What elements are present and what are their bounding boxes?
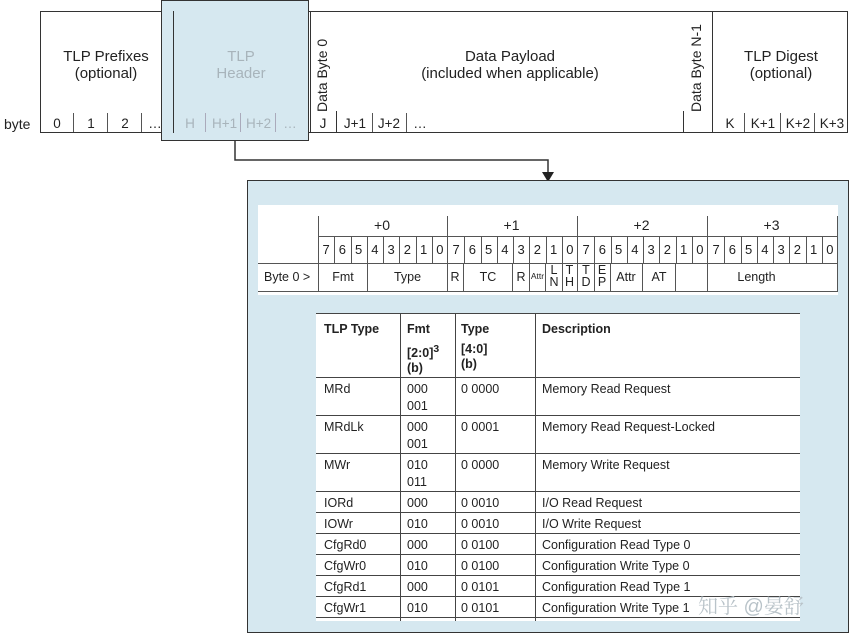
bit-sep	[789, 237, 790, 263]
cell-tlp-type: CfgRd1	[324, 580, 367, 594]
cell-type-code: 0 0100	[461, 538, 500, 552]
bit-sep	[611, 237, 612, 263]
field-th-a: T	[565, 263, 574, 277]
data-byte-n1-label: Data Byte N-1	[688, 24, 704, 112]
bit-number: 5	[615, 242, 623, 257]
col-description: Description	[542, 322, 611, 336]
col-fmt-range	[407, 344, 439, 360]
bit-number: 2	[793, 242, 801, 257]
digest-byte-k1: K+1	[750, 116, 776, 131]
payload-byte-j: J	[319, 116, 327, 131]
bit-number: 6	[598, 242, 606, 257]
bit-number: 0	[566, 242, 574, 257]
bit-number: 5	[485, 242, 493, 257]
field-ep	[594, 264, 610, 288]
bit-sep	[513, 237, 514, 263]
payload-title: Data Payload	[464, 48, 556, 65]
digest-sub: (optional)	[749, 65, 813, 82]
grid-h3	[258, 291, 838, 292]
byte-offset-2: +2	[633, 217, 650, 233]
table-top-rule	[316, 313, 800, 314]
cell-fmt: 011	[407, 475, 427, 489]
field-td-a: T	[582, 263, 590, 277]
cell-type-code: 0 0010	[461, 496, 500, 510]
bit-number: 5	[745, 242, 753, 257]
field-ln-b: N	[549, 275, 559, 289]
cell-tlp-type: IORd	[324, 496, 354, 510]
digest-byte-k2: K+2	[785, 116, 811, 131]
bit-sep	[383, 237, 384, 263]
cell-description: Memory Write Request	[542, 458, 670, 472]
connector-arrow	[0, 0, 851, 190]
bit-number: 2	[663, 242, 671, 257]
bit-sep	[757, 237, 758, 263]
byte-label: byte	[4, 116, 31, 132]
bit-sep	[822, 237, 823, 263]
bit-sep	[659, 237, 660, 263]
bit-sep	[627, 237, 628, 263]
cell-tlp-type: MWr	[324, 458, 351, 472]
bit-sep	[464, 237, 465, 263]
col-type-range: [4:0]	[461, 342, 488, 356]
bit-number: 7	[322, 242, 330, 257]
grid-h1	[318, 236, 838, 237]
cell-description: Configuration Write Type 0	[542, 559, 690, 573]
cell-fmt: 000	[407, 420, 428, 434]
prefix-byte-0: 0	[53, 116, 61, 131]
cell-fmt: 001	[407, 437, 428, 451]
header-sub: Header	[216, 65, 266, 82]
byte-offset-1: +1	[503, 217, 520, 233]
cell-fmt: 001	[407, 399, 428, 413]
cell-fmt: 000	[407, 538, 428, 552]
cell-tlp-type: IOWr	[324, 517, 353, 531]
bit-sep	[562, 237, 563, 263]
bit-sep	[773, 237, 774, 263]
bit-number: 3	[387, 242, 395, 257]
cell-tlp-type: CfgRd0	[324, 538, 367, 552]
bit-sep	[529, 237, 530, 263]
bit-number: 0	[826, 242, 834, 257]
field-ep-a: E	[597, 263, 607, 277]
digest-title: TLP Digest	[744, 48, 818, 65]
bit-sep	[334, 237, 335, 263]
field-ep-b: P	[597, 275, 607, 289]
bit-number: 5	[355, 242, 363, 257]
bit-sep	[806, 237, 807, 263]
field-ln	[546, 264, 562, 288]
data-byte-0-label: Data Byte 0	[314, 38, 330, 112]
payload-sub: (included when applicable)	[421, 65, 599, 82]
cell-tlp-type: CfgWr0	[324, 559, 367, 573]
prefixes-title: TLP Prefixes	[63, 48, 149, 65]
cell-description: Configuration Write Type 1	[542, 601, 690, 615]
bit-number: 3	[777, 242, 785, 257]
bit-number: 1	[420, 242, 428, 257]
cell-tlp-type: CfgWr1	[324, 601, 367, 615]
field-length: Length	[737, 270, 776, 284]
prefix-byte-2: 2	[121, 116, 129, 131]
bit-number: 7	[582, 242, 590, 257]
bit-number: 2	[403, 242, 411, 257]
cell-tlp-type: MRd	[324, 382, 351, 396]
col-type: Type	[461, 322, 490, 336]
bit-sep	[741, 237, 742, 263]
cell-fmt: 010	[407, 601, 428, 615]
header-byte-more: …	[283, 116, 297, 131]
cell-description: Configuration Read Type 1	[542, 580, 691, 594]
bit-number: 1	[680, 242, 688, 257]
bit-number: 3	[647, 242, 655, 257]
bit-number: 4	[761, 242, 769, 257]
bit-sep	[497, 237, 498, 263]
prefix-byte-more: …	[148, 116, 162, 131]
col-tlp-type: TLP Type	[324, 322, 380, 336]
bit-sep	[643, 237, 644, 263]
bit-sep	[367, 237, 368, 263]
bit-number: 6	[468, 242, 476, 257]
bit-sep	[692, 237, 693, 263]
col-fmt-bits: [2:0]	[407, 346, 434, 361]
cell-type-code: 0 0101	[461, 580, 500, 594]
prefixes-sub: (optional)	[74, 65, 138, 82]
field-r2: R	[516, 270, 526, 284]
payload-byte-j1: J+1	[343, 116, 367, 131]
header-byte-h1: H+1	[212, 116, 238, 131]
bit-sep	[416, 237, 417, 263]
cell-fmt: 000	[407, 580, 428, 594]
bit-number: 7	[452, 242, 460, 257]
bit-number: 4	[501, 242, 509, 257]
prefix-byte-1: 1	[87, 116, 95, 131]
cell-fmt: 000	[407, 496, 428, 510]
bit-number: 3	[517, 242, 525, 257]
bit-sep	[399, 237, 400, 263]
cell-description: Configuration Read Type 0	[542, 538, 691, 552]
col-type-unit: (b)	[461, 357, 477, 371]
bit-sep	[432, 237, 433, 263]
byte-offset-0: +0	[374, 217, 390, 233]
cell-description: I/O Read Request	[542, 496, 643, 510]
digest-byte-k3: K+3	[819, 116, 845, 131]
col-fmt: Fmt	[407, 322, 430, 336]
bit-sep	[676, 237, 677, 263]
cell-type-code: 0 0000	[461, 458, 500, 472]
cell-fmt: 000	[407, 382, 428, 396]
cell-description: Memory Read Request	[542, 382, 671, 396]
field-r1: R	[450, 270, 460, 284]
bit-number: 0	[436, 242, 444, 257]
col-fmt-unit: (b)	[407, 361, 423, 375]
watermark: 知乎 @晏舒	[698, 596, 804, 618]
bit-number: 1	[550, 242, 558, 257]
cell-description: I/O Write Request	[542, 517, 642, 531]
cell-type-code: 0 0010	[461, 517, 500, 531]
bit-number: 0	[696, 242, 704, 257]
cell-fmt: 010	[407, 559, 428, 573]
header-byte-h: H	[185, 116, 195, 131]
field-fmt: Fmt	[332, 270, 354, 284]
cell-type-code: 0 0101	[461, 601, 500, 615]
bit-sep	[546, 237, 547, 263]
bit-sep	[481, 237, 482, 263]
cell-description: Memory Read Request-Locked	[542, 420, 715, 434]
row-label: Byte 0 >	[264, 270, 311, 284]
bit-number: 2	[533, 242, 541, 257]
cell-fmt: 010	[407, 458, 428, 472]
field-at: AT	[651, 270, 667, 284]
field-td	[578, 264, 594, 288]
bit-number: 4	[631, 242, 639, 257]
field-td-b: D	[581, 275, 591, 289]
bit-sep	[594, 237, 595, 263]
cell-type-code: 0 0100	[461, 559, 500, 573]
field-th	[562, 264, 577, 288]
field-attr2: Attr	[616, 270, 636, 284]
cell-type-code: 0 0000	[461, 382, 500, 396]
bit-number: 7	[712, 242, 720, 257]
col-fmt-footnote: 3	[433, 344, 440, 355]
field-type: Type	[393, 270, 422, 284]
field-attr1: Attr	[530, 271, 545, 281]
cell-type-code: 0 0001	[461, 420, 500, 434]
bit-sep	[351, 237, 352, 263]
bit-number: 6	[728, 242, 736, 257]
bit-number: 1	[810, 242, 818, 257]
cell-tlp-type: MRdLk	[324, 420, 364, 434]
header-title: TLP	[227, 48, 255, 65]
field-th-b: H	[564, 275, 575, 289]
field-tc: TC	[479, 270, 497, 284]
bit-number: 4	[371, 242, 379, 257]
bit-sep	[724, 237, 725, 263]
cell-fmt: 010	[407, 517, 428, 531]
field-ln-a: L	[550, 263, 558, 277]
byte-offset-3: +3	[763, 217, 780, 233]
header-byte-h2: H+2	[246, 116, 272, 131]
payload-byte-j2: J+2	[377, 116, 401, 131]
bit-number: 6	[338, 242, 346, 257]
digest-byte-k: K	[725, 116, 735, 131]
payload-byte-more: …	[413, 116, 427, 131]
